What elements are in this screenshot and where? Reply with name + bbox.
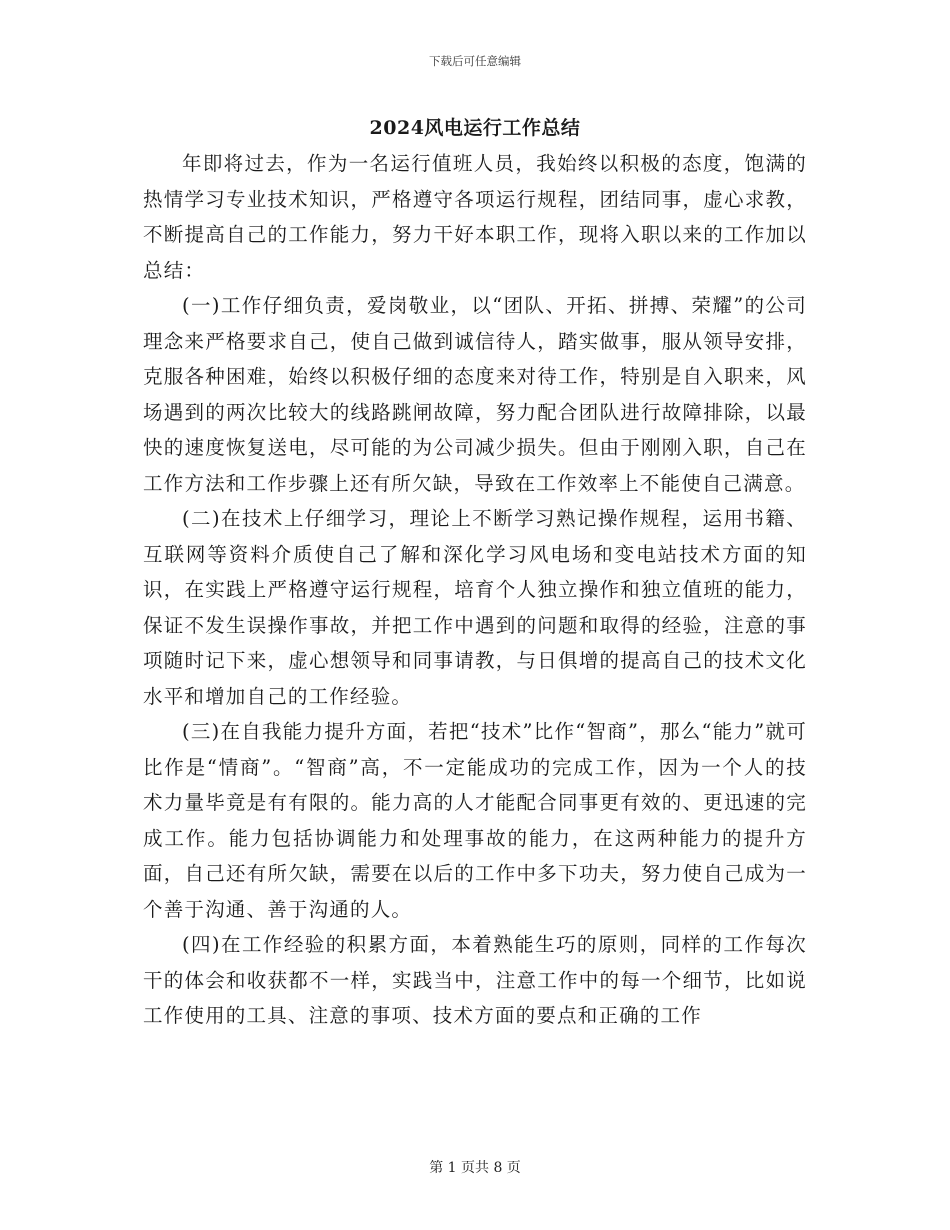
paragraph-section-2: (二)在技术上仔细学习，理论上不断学习熟记操作规程，运用书籍、互联网等资料介质使自己了解和深化学习风电场和变电站技术方面的知识，在实践上严格遵守运行规程，培育个人独立操作和独立值班的能力，保证不发生误操作事故，并把工作中遇到的问题和取得的经验，注意的事项随时记下来，虚心想领导和同事请教，与日俱增的提高自己的技术文化水平和增加自己的工作经验。 (143, 507, 807, 708)
document-body (143, 146, 807, 1034)
paragraph-intro: 年即将过去，作为一名运行值班人员，我始终以积极的态度，饱满的热情学习专业技术知识，严格遵守各项运行规程，团结同事，虚心求教，不断提高自己的工作能力，努力干好本职工作，现将入职以来的工作加以总结： (143, 152, 807, 282)
document-title: 2024风电运行工作总结 (369, 117, 581, 139)
paragraph-section-1: (一)工作仔细负责，爱岗敬业，以“团队、开拓、拼搏、荣耀”的公司理念来严格要求自己，使自己做到诚信待人，踏实做事，服从领导安排，克服各种困难，始终以积极仔细的态度来对待工作，特别是自入职来，风场遇到的两次比较大的线路跳闸故障，努力配合团队进行故障排除，以最快的速度恢复送电，尽可能的为公司减少损失。但由于刚刚入职，自己在工作方法和工作步骤上还有所欠缺，导致在工作效率上不能使自己满意。 (143, 294, 807, 495)
paragraph-section-4: (四)在工作经验的积累方面，本着熟能生巧的原则，同样的工作每次干的体会和收获都不一样，实践当中，注意工作中的每一个细节，比如说工作使用的工具、注意的事项、技术方面的要点和正确的工作 (143, 933, 807, 1027)
paragraph-section-3: (三)在自我能力提升方面，若把“技术”比作“智商”，那么“能力”就可比作是“情商”。“智商”高，不一定能成功的完成工作，因为一个人的技术力量毕竟是有有限的。能力高的人才能配合同事更有效的、更迅速的完成工作。能力包括协调能力和处理事故的能力，在这两种能力的提升方面，自己还有所欠缺，需要在以后的工作中多下功夫，努力使自己成为一个善于沟通、善于沟通的人。 (143, 720, 807, 921)
page-header-note: 下载后可任意编辑 (429, 54, 521, 68)
page-number-footer: 第 1 页共 8 页 (429, 1160, 521, 1176)
